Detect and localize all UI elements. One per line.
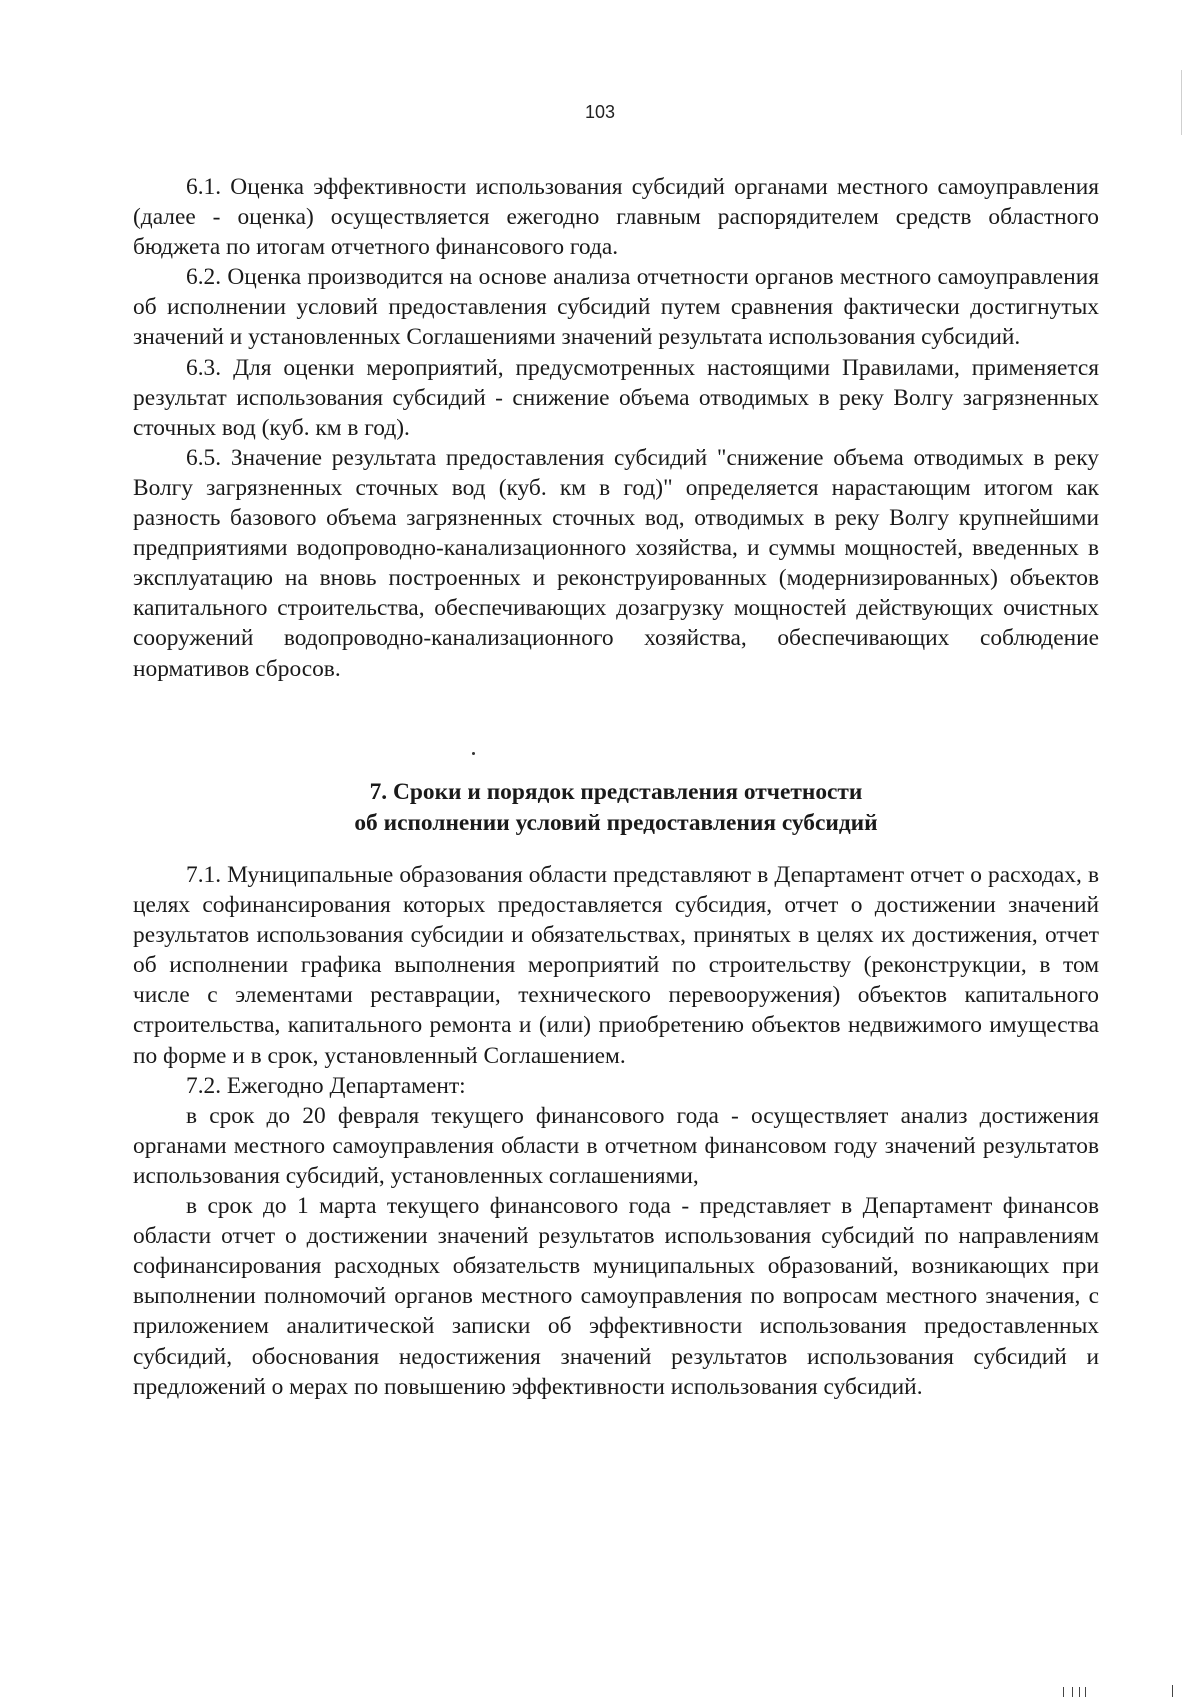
scan-speck [472,752,475,755]
scan-registration-mark-right [1172,1685,1173,1697]
section-6-body [133,172,1099,684]
section-7-body [133,860,1099,1402]
paragraph-7-2: 7.2. Ежегодно Департамент: [186,1072,466,1099]
scan-registration-marks [1063,1687,1113,1697]
paragraph-7-2-item-2: в срок до 1 марта текущего финансового года - представляет в Департамент финансов области отчет о достижении значений результатов использования субсидий по направлениям софинансирования расходных обязательств муниципальных образований, возникающих при выполнении полномочий органов местного самоуправления по вопросам местного значения, с приложением аналитической записки об эффективности использования предоставленных субсидий, обоснования недостижения значений результатов использования субсидий и предложений о мерах по повышению эффективности использования субсидий. [133,1193,1099,1400]
paragraph-6-3: 6.3. Для оценки мероприятий, предусмотренных настоящими Правилами, применяется результат использования субсидий - снижение объема отводимых в реку Волгу загрязненных сточных вод (куб. км в год). [133,354,1099,441]
paragraph-6-1: 6.1. Оценка эффективности использования субсидий органами местного самоуправления (далее - оценка) осуществляется ежегодно главным распорядителем средств областного бюджета по итогам отчетного финансового года. [133,174,1099,261]
paragraph-6-5: 6.5. Значение результата предоставления субсидий "снижение объема отводимых в реку Волгу загрязненных сточных вод (куб. км в год)" определяется нарастающим итогом как разность базового объема загрязненных сточных вод, отводимых в реку Волгу крупнейшими предприятиями водопроводно-канализационного хозяйства, и суммы мощностей, введенных в эксплуатацию на вновь построенных и реконструированных (модернизированных) объектов капитального строительства, обеспечивающих дозагрузку мощностей действующих очистных сооружений водопроводно-канализационного хозяйства, обеспечивающих соблюдение нормативов сбросов. [133,444,1099,682]
paragraph-6-2: 6.2. Оценка производится на основе анализа отчетности органов местного самоуправления об исполнении условий предоставления субсидий путем сравнения фактически достигнутых значений и установленных Соглашениями значений результата использования субсидий. [133,264,1099,351]
section-7-heading-line-2: об исполнении условий предоставления субсидий [354,809,878,836]
paragraph-7-1: 7.1. Муниципальные образования области представляют в Департамент отчет о расходах, в целях софинансирования которых предоставляется субсидия, отчет о достижении значений результатов использования субсидии и обязательствах, принятых в целях их достижения, отчет об исполнении графика выполнения мероприятий по строительству (реконструкции, в том числе с элементами реставрации, технического перевооружения) объектов капитального строительства, капитального ремонта и (или) приобретению объектов недвижимого имущества по форме и в срок, установленный Соглашением. [133,862,1099,1069]
section-7-heading-line-1: 7. Сроки и порядок представления отчетности [369,779,863,805]
paragraph-7-2-item-1: в срок до 20 февраля текущего финансового года - осуществляет анализ достижения органами местного самоуправления области в отчетном финансовом году значений результатов использования субсидий, установленных соглашениями, [133,1102,1099,1189]
section-7-heading [133,777,1099,838]
scan-edge-line [1181,70,1182,135]
page-number: 103 [584,102,616,122]
